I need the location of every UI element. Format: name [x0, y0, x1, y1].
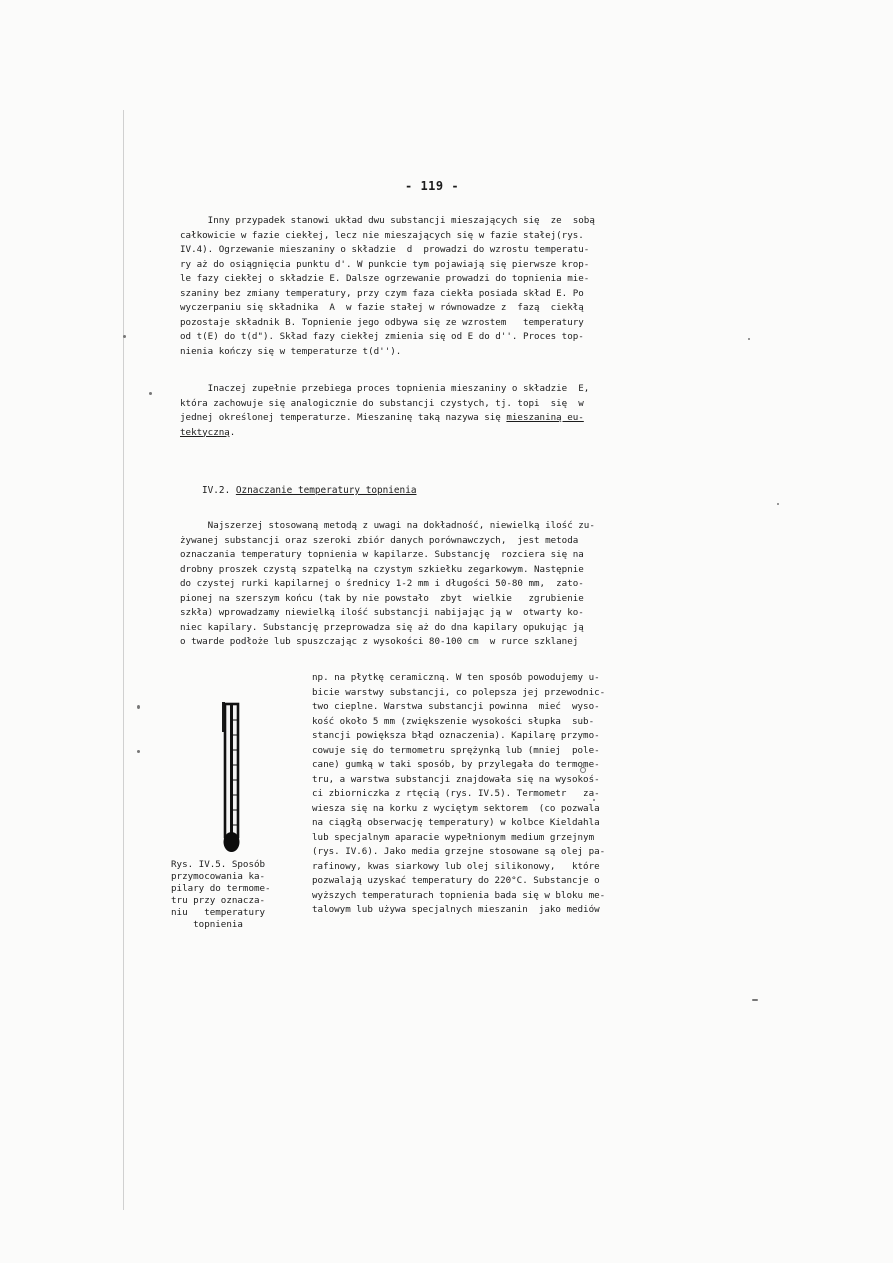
text-line: bicie warstwy substancji, co polepsza jej przewodnic-	[312, 686, 606, 698]
text-line: stancji powiększa błąd oznaczenia). Kapilarę przymo-	[312, 730, 600, 741]
scan-speck	[752, 999, 758, 1001]
caption-line: pilary do termome-	[171, 883, 271, 894]
text-line: pozostaje składnik B. Topnienie jego odbywa się ze wzrostem temperatury	[180, 316, 584, 328]
text-line: IV.4). Ogrzewanie mieszaniny o składzie d prowadzi do wzrostu temperatu-	[180, 244, 590, 255]
caption-line: Rys. IV.5. Sposób	[171, 859, 266, 870]
text-line: szkła) wprowadzamy niewielką ilość substancji nabijając ją w otwarty ko-	[180, 607, 584, 618]
text-line: (rys. IV.6). Jako media grzejne stosowane są olej pa-	[312, 846, 606, 857]
text-line: tru, a warstwa substancji znajdowała się na wysokoś-	[312, 773, 600, 785]
text-line: nienia kończy się w temperaturze t(d'').	[180, 345, 402, 357]
paragraph-1	[180, 214, 595, 359]
scan-speck	[137, 750, 140, 753]
text-line: oznaczania temperatury topnienia w kapilarze. Substancję rozciera się na	[180, 549, 584, 560]
text-line: talowym lub używa specjalnych mieszanin jako mediów	[312, 904, 600, 915]
text-line: Inaczej zupełnie przebiega proces topnienia mieszaniny o składzie E,	[180, 383, 590, 394]
caption-line: topnienia	[171, 919, 243, 930]
text-line: le fazy ciekłej o składzie E. Dalsze ogrzewanie prowadzi do topnienia mie-	[180, 273, 590, 284]
text-line: Najszerzej stosowaną metodą z uwagi na dokładność, niewielką ilość zu-	[180, 520, 595, 531]
text-line: ry aż do osiągnięcia punktu d'. W punkcie tym pojawiają się pierwsze krop-	[180, 258, 590, 270]
text-line: pozwalają uzyskać temperatury do 220°C. Substancje o	[312, 875, 600, 886]
text-line: na ciągłą obserwację temperatury) w kolbce Kieldahla	[312, 817, 600, 828]
text-line: drobny proszek czystą szpatelką na czystym szkiełku zegarkowym. Następnie	[180, 563, 584, 575]
text-line: ci zbiorniczka z rtęcią (rys. IV.5). Termometr za-	[312, 788, 600, 799]
caption-line: niu temperatury	[171, 907, 266, 918]
text-line: wiesza się na korku z wyciętym sektorem (co pozwala	[312, 802, 600, 814]
text-line: rafinowy, kwas siarkowy lub olej silikonowy, które	[312, 860, 600, 872]
scan-speck	[123, 335, 126, 338]
text-line	[180, 426, 589, 441]
text-line: całkowicie w fazie ciekłej, lecz nie mieszających się w fazie stałej(rys.	[180, 229, 584, 241]
text-line: cane) gumką w taki sposób, by przylegała do termome-	[312, 759, 600, 770]
text-line: pionej na szerszym końcu (tak by nie powstało zbyt wielkie zgrubienie	[180, 592, 584, 604]
text-line: od t(E) do t(d"). Skład fazy ciekłej zmienia się od E do d''. Proces top-	[180, 331, 584, 342]
thermometer-capillary-icon	[217, 700, 243, 855]
text-line: o twarde podłoże lub spuszczając z wysokości 80-100 cm w rurce szklanej	[180, 636, 579, 647]
text-span: jednej określonej temperaturze. Mieszaninę taką nazywa się	[180, 412, 507, 423]
text-line: wyższych temperaturach topnienia bada się w bloku me-	[312, 889, 606, 901]
thermometer-figure	[217, 700, 243, 855]
section-title: Oznaczanie temperatury topnienia	[235, 485, 417, 496]
text-line: Inny przypadek stanowi układ dwu substancji mieszających się ze sobą	[180, 215, 595, 226]
text-line: niec kapilary. Substancję przeprowadza się aż do dna kapilary opukując ją	[180, 621, 584, 633]
text-line: cowuje się do termometru sprężynką lub (mniej pole-	[312, 744, 600, 756]
left-margin-line	[123, 110, 124, 1210]
underlined-term: mieszaniną eu-	[506, 412, 584, 423]
text-line: kość około 5 mm (zwiększenie wysokości słupka sub-	[312, 715, 595, 727]
text-line	[180, 411, 589, 426]
text-line: two cieplne. Warstwa substancji powinna mieć wyso-	[312, 701, 600, 712]
scan-speck	[137, 705, 140, 709]
text-line: lub specjalnym aparacie wypełnionym medium grzejnym	[312, 831, 595, 843]
text-line: szaniny bez zmiany temperatury, przy czym faza ciekła posiada skład E. Po	[180, 287, 584, 299]
scan-speck	[777, 503, 779, 505]
text-line: np. na płytkę ceramiczną. W ten sposób powodujemy u-	[312, 672, 600, 683]
text-line: żywanej substancji oraz szeroki zbiór danych porównawczych, jest metoda	[180, 534, 579, 546]
paragraph-2	[180, 382, 589, 440]
scan-speck	[149, 392, 152, 395]
underlined-term: tektyczną	[180, 426, 230, 438]
page-number: - 119 -	[405, 179, 460, 193]
text-line: która zachowuje się analogicznie do substancji czystych, tj. topi się w	[180, 397, 584, 409]
section-heading	[202, 485, 417, 496]
paragraph-3	[180, 519, 595, 650]
text-line: wyczerpaniu się składnika A w fazie stałej w równowadze z fazą ciekłą	[180, 302, 584, 313]
caption-line: przymocowania ka-	[171, 871, 266, 882]
text-line: do czystej rurki kapilarnej o średnicy 1-2 mm i długości 50-80 mm, zato-	[180, 578, 584, 589]
scan-speck	[748, 338, 750, 340]
paragraph-4	[312, 671, 605, 918]
caption-line: tru przy oznacza-	[171, 895, 266, 906]
figure-caption	[171, 859, 271, 931]
text-span: .	[229, 426, 236, 438]
section-number: IV.2.	[202, 485, 236, 496]
